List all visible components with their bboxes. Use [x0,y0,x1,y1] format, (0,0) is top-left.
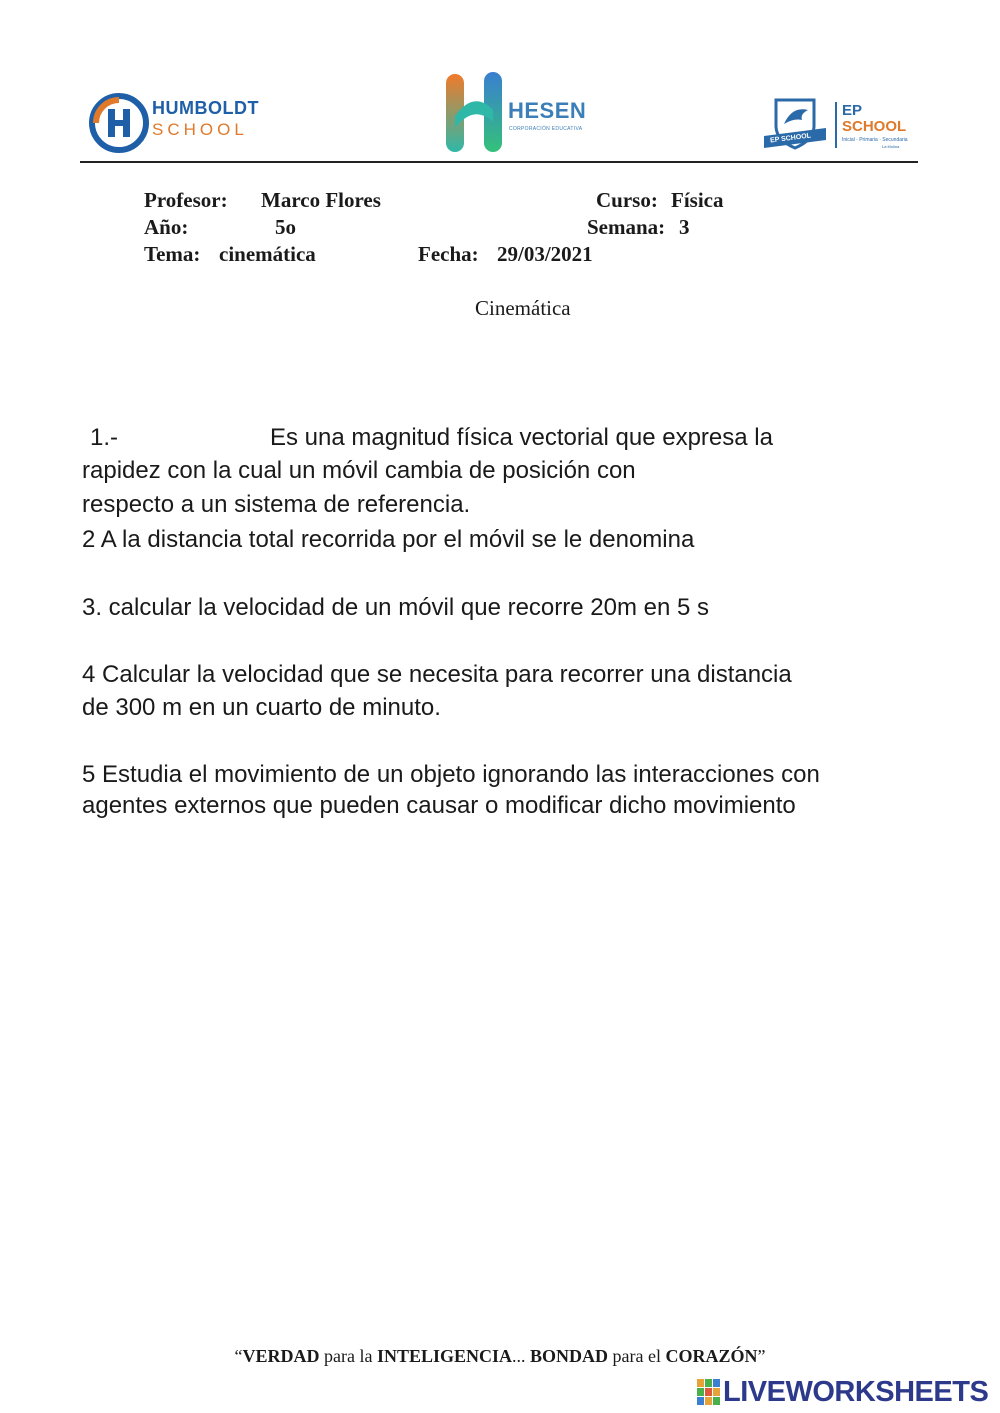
motto-word-corazon: CORAZÓN [665,1346,758,1366]
h-circle-icon [88,92,150,154]
semana-label: Semana: [587,215,666,239]
ep-school-logo [762,96,912,156]
humboldt-logo-line1: HUMBOLDT [152,98,259,118]
hesen-logo-name: HESEN [508,98,587,123]
h-gradient-icon [444,70,508,156]
motto-connector-1: para la [319,1346,377,1366]
header-divider [80,161,918,163]
curso-value: Física [671,188,724,212]
motto-connector-2: para el [608,1346,666,1366]
liveworksheets-text: LIVEWORKSHEETS [723,1376,989,1408]
motto-word-verdad: VERDAD [242,1346,320,1366]
motto-close-quote: ” [757,1346,766,1366]
ep-shield-banner-text: EP SCHOOL [769,132,812,145]
anio-label: Año: [144,215,189,239]
eagle-shield-icon [762,96,828,154]
humboldt-logo-line2: SCHOOL [152,120,248,139]
motto-word-bondad: BONDAD [530,1346,609,1366]
ep-logo-line1: EP [842,102,863,119]
question-2: 2 A la distancia total recorrida por el móvil se le denomina [82,526,695,553]
liveworksheets-watermark [697,1376,997,1410]
profesor-value: Marco Flores [261,188,381,212]
question-1-line-3: respecto a un sistema de referencia. [82,491,471,518]
anio-value: 5o [275,215,296,239]
curso-label: Curso: [596,188,658,212]
humboldt-school-logo [88,90,268,160]
ep-logo-divider [835,102,837,148]
question-1-line-1: Es una magnitud física vectorial que expresa la [270,424,773,451]
tema-value: cinemática [219,242,316,266]
question-1-number: 1.- [90,424,119,451]
page-subtitle: Cinemática [475,296,571,320]
tema-label: Tema: [144,242,201,266]
question-4-line-1: 4 Calcular la velocidad que se necesita para recorrer una distancia [82,661,792,688]
ep-logo-tagline: Inicial · Primaria · Secundaria [842,137,908,143]
semana-value: 3 [679,215,690,239]
question-5-line-2: agentes externos que pueden causar o modificar dicho movimiento [82,792,796,819]
question-3: 3. calcular la velocidad de un móvil que recorre 20m en 5 s [82,594,709,621]
fecha-label: Fecha: [418,242,479,266]
motto-open-quote: “ [234,1346,243,1366]
motto-ellipsis: ... [512,1346,531,1366]
question-4-line-2: de 300 m en un cuarto de minuto. [82,694,441,721]
question-5-line-1: 5 Estudia el movimiento de un objeto ignorando las interacciones con [82,761,820,788]
hesen-logo-subtitle: CORPORACIÓN EDUCATIVA [509,126,583,132]
profesor-label: Profesor: [144,188,228,212]
question-1-line-2: rapidez con la cual un móvil cambia de posición con [82,457,636,484]
ep-logo-location: La Molina [882,144,900,149]
liveworksheets-icon [697,1379,721,1407]
motto-word-inteligencia: INTELIGENCIA [376,1346,513,1366]
footer-motto [0,1346,1000,1367]
ep-logo-line2: SCHOOL [842,118,907,135]
hesen-logo [444,70,594,158]
fecha-value: 29/03/2021 [497,242,593,266]
